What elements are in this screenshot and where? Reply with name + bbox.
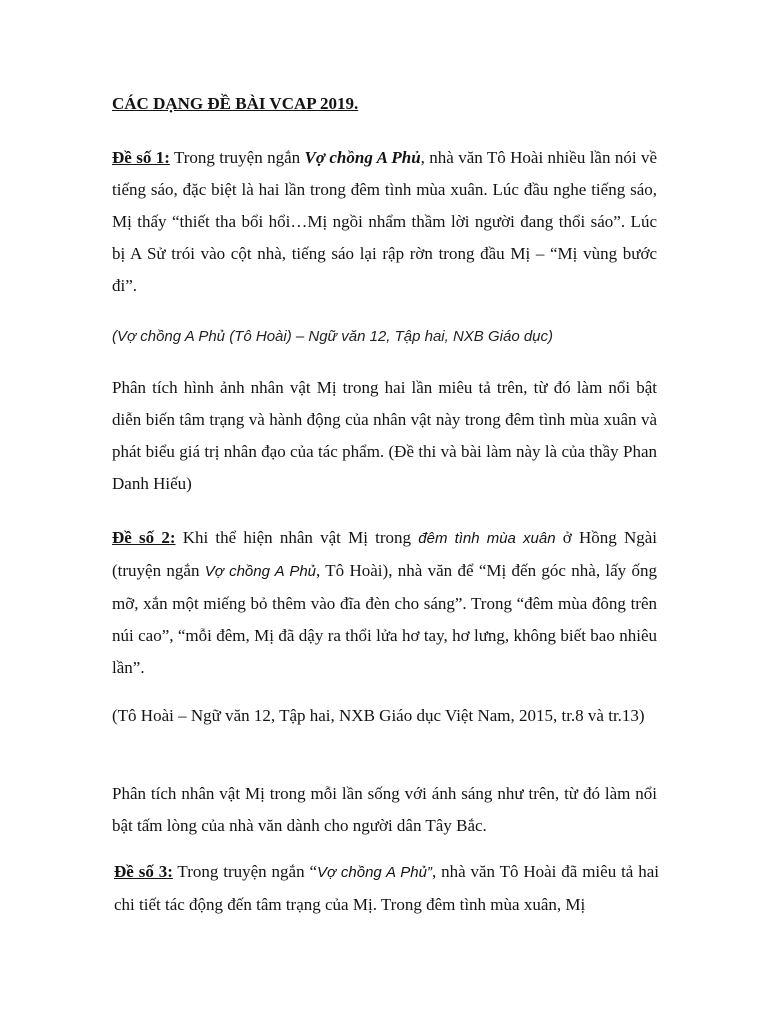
de2-text-1: Khi thể hiện nhân vật Mị trong (175, 528, 419, 547)
document-title: CÁC DẠNG ĐỀ BÀI VCAP 2019. (112, 94, 359, 113)
de2-prompt: Phân tích nhân vật Mị trong mỗi lần sống với ánh sáng như trên, từ đó làm nổi bật tấm lòng của nhà văn dành cho người dân Tây Bắc. (112, 784, 657, 835)
de2-text-2: ở Hồng Ngài (truyện ngắn (112, 528, 657, 580)
de2-italic-2: Vợ chồng A Phủ (204, 563, 317, 580)
de1-text-1: Trong truyện ngắn (169, 148, 305, 167)
de1-prompt: Phân tích hình ảnh nhân vật Mị trong hai lần miêu tả trên, từ đó làm nổi bật diễn biến tâm trạng và hành động của nhân vật này trong đêm tình mùa xuân và phát biểu giá trị nhân đạo của tác phẩm. (Đề thi và bài làm này là của thầy Phan Danh Hiếu) (112, 378, 657, 493)
de3-text-1: Trong truyện ngắn “ (172, 862, 318, 881)
de3-paragraph (114, 856, 659, 921)
de1-citation: (Vợ chồng A Phủ (Tô Hoài) – Ngữ văn 12, Tập hai, NXB Giáo dục) (112, 328, 554, 345)
de1-label: Đề số 1: (112, 148, 170, 167)
de1-paragraph (112, 142, 657, 302)
de2-citation: (Tô Hoài – Ngữ văn 12, Tập hai, NXB Giáo dục Việt Nam, 2015, tr.8 và tr.13) (112, 706, 645, 725)
de3-label: Đề số 3: (114, 862, 173, 881)
de3-work-title: Vợ chồng A Phủ” (317, 864, 432, 881)
de2-paragraph (112, 522, 657, 684)
de3-text-2: , nhà văn Tô Hoài đã miêu tả hai chi tiết tác động đến tâm trạng của Mị. Trong đêm tình mùa xuân, Mị (114, 862, 659, 914)
de2-label: Đề số 2: (112, 528, 176, 547)
de2-text-3: , Tô Hoài), nhà văn để “Mị đến góc nhà, lấy ống mỡ, xắn một miếng bỏ thêm vào đĩa đèn cho sáng”. Trong “đêm mùa đông trên núi cao”, “mỗi đêm, Mị đã dậy ra thổi lửa hơ tay, hơ lưng, không biết bao nhiêu lần”. (112, 561, 657, 677)
de2-italic-1: đêm tình mùa xuân (418, 530, 556, 547)
de1-work-title: Vợ chồng A Phủ (304, 148, 421, 167)
de1-text-2: , nhà văn Tô Hoài nhiều lần nói về tiếng sáo, đặc biệt là hai lần trong đêm tình mùa xuân. Lúc đầu nghe tiếng sáo, Mị thấy “thiết tha bổi hổi…Mị ngồi nhẩm thầm lời người đang thổi sáo”. Lúc bị A Sử trói vào cột nhà, tiếng sáo lại rập rờn trong đầu Mị – “Mị vùng bước đi”. (112, 148, 657, 295)
